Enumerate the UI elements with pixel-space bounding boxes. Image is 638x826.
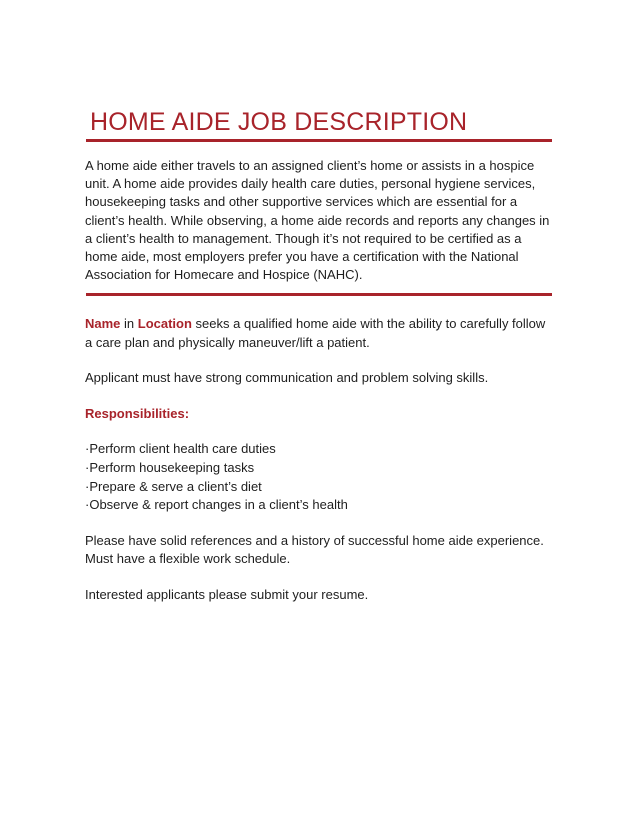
name-placeholder: Name (85, 316, 121, 331)
opening-text: seeks a qualified home aide with the ability to carefully follow a care plan and physically maneuver/lift a patient. (85, 316, 546, 350)
skills-paragraph: Applicant must have strong communication and problem solving skills. (85, 370, 489, 386)
title-divider (86, 139, 552, 142)
list-item: ·Perform housekeeping tasks (85, 459, 255, 475)
responsibilities-list (85, 440, 555, 514)
opening-paragraph (85, 315, 555, 352)
job-posting (85, 315, 555, 622)
section-divider (86, 293, 552, 296)
responsibilities-heading: Responsibilities: (85, 405, 190, 421)
requirements-paragraph: Please have solid references and a history of successful home aide experience. Must have a flexible work schedule. (85, 532, 544, 567)
intro-paragraph: A home aide either travels to an assigned client’s home or assists in a hospice unit. A home aide provides daily health care duties, personal hygiene services, housekeeping tasks and other supportive services which are essential for a client’s health. While observing, a home aide records and reports any changes in a client’s health to management. Though it’s not required to be certified as a home aide, most employers prefer you have a certification with the National Association for Homecare and Hospice (NAHC). (85, 158, 550, 283)
location-placeholder: Location (137, 316, 192, 331)
in-word: in (120, 316, 138, 331)
list-item: ·Prepare & serve a client’s diet (85, 478, 262, 494)
closing-paragraph: Interested applicants please submit your resume. (85, 586, 369, 602)
page-title: HOME AIDE JOB DESCRIPTION (90, 108, 468, 136)
list-item: ·Perform client health care duties (85, 441, 276, 457)
list-item: ·Observe & report changes in a client’s health (85, 497, 348, 513)
